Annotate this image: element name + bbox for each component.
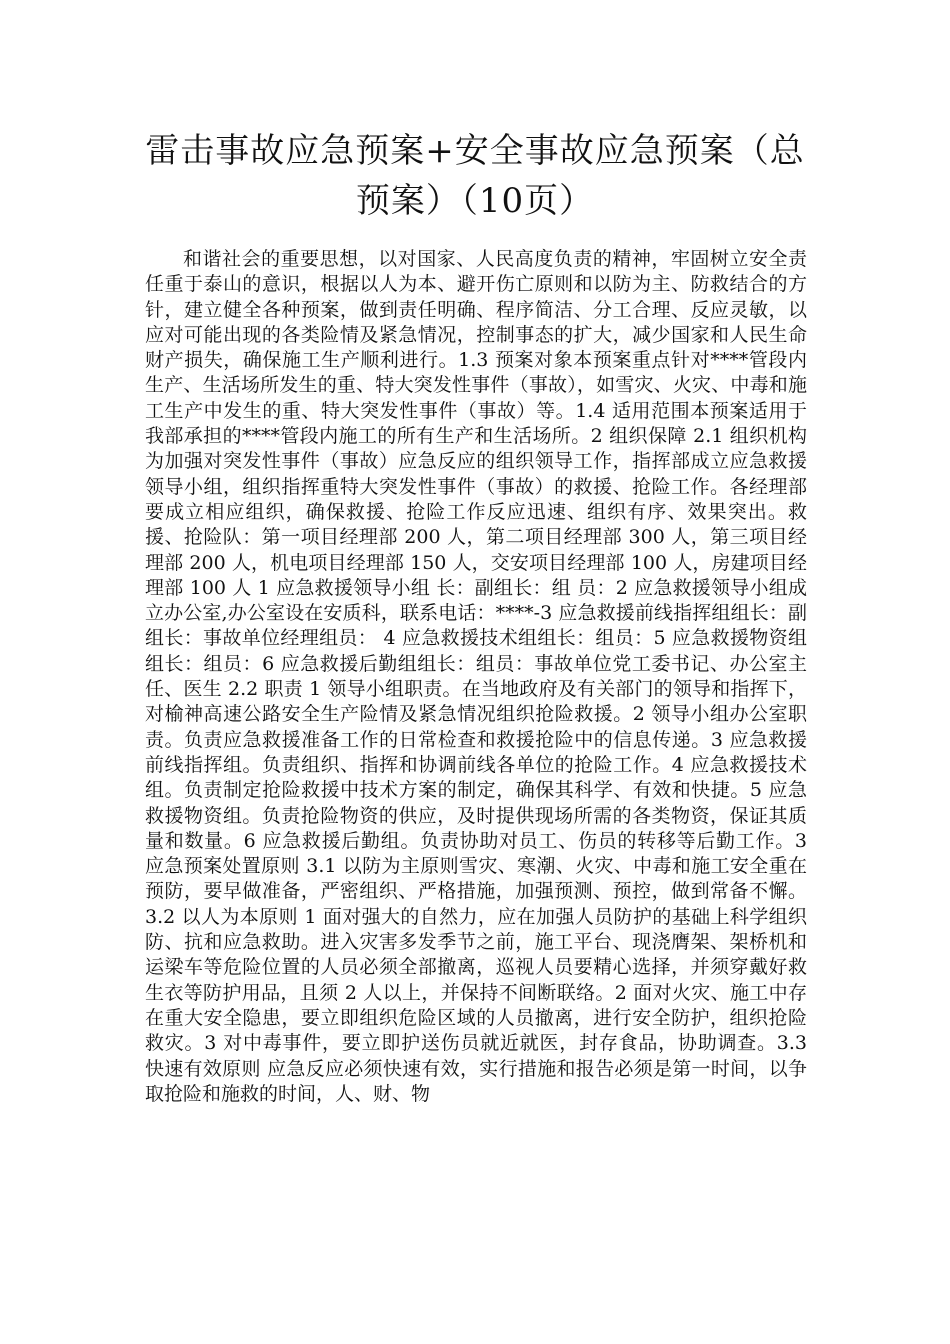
document-body-text: 和谐社会的重要思想，以对国家、人民高度负责的精神，牢固树立安全责任重于泰山的意识，根据以人为本、避开伤亡原则和以防为主、防救结合的方针，建立健全各种预案，做到责任明确、程序简洁、分工合理、反应灵敏，以应对可能出现的各类险情及紧急情况，控制事态的扩大，减少国家和人民生命财产损失，确保施工生产顺利进行。1.3 预案对象本预案重点针对****管段内生产、生活场所发生的重、特大突发性事件（事故），如雪灾、火灾、中毒和施工生产中发生的重、特大突发性事件（事故）等。1.4 适用范围本预案适用于我部承担的****管段内施工的所有生产和生活场所。2 组织保障 2.1 组织机构为加强对突发性事件（事故）应急反应的组织领导工作，指挥部成立应急救援领导小组，组织指挥重特大突发性事件（事故）的救援、抢险工作。各经理部要成立相应组织，确保救援、抢险工作反应迅速、组织有序、效果突出。救援、抢险队：第一项目经理部 200 人，第二项目经理部 300 人，第三项目经理部 200 人，机电项目经理部 150 人，交安项目经理部 100 人，房建项目经理部 100 人 1 应急救援领导小组 长：副组长：组 员：2 应急救援领导小组成立办公室,办公室设在安质科，联系电话：****-3 应急救援前线指挥组组长：副组长：事故单位经理组员： 4 应急救援技术组组长：组员：5 应急救援物资组组长：组员：6 应急救援后勤组组长：组员：事故单位党工委书记、办公室主任、医生 2.2 职责 1 领导小组职责。在当地政府及有关部门的领导和指挥下，对榆神高速公路安全生产险情及紧急情况组织抢险救援。2 领导小组办公室职责。负责应急救援准备工作的日常检查和救援抢险中的信息传递。3 应急救援前线指挥组。负责组织、指挥和协调前线各单位的抢险工作。4 应急救援技术组。负责制定抢险救援中技术方案的制定，确保其科学、有效和快捷。5 应急救援物资组。负责抢险物资的供应，及时提供现场所需的各类物资，保证其质量和数量。6 应急救援后勤组。负责协助对员工、伤员的转移等后勤工作。3 应急预案处置原则 3.1 以防为主原则雪灾、寒潮、火灾、中毒和施工安全重在预防，要早做准备，严密组织、严格措施，加强预测、预控，做到常备不懈。3.2 以人为本原则 1 面对强大的自然力，应在加强人员防护的基础上科学组织防、抗和应急救助。进入灾害多发季节之前，施工平台、现浇膺架、架桥机和运梁车等危险位置的人员必须全部撤离，巡视人员要精心选择，并须穿戴好救生衣等防护用品，且须 2 人以上，并保持不间断联络。2 面对火灾、施工中存在重大安全隐患，要立即组织危险区域的人员撤离，进行安全防护，组织抢险救灾。3 对中毒事件，要立即护送伤员就近就医，封存食品，协助调查。3.3 快速有效原则 应急反应必须快速有效，实行措施和报告必须是第一时间，以争取抢险和施救的时间，人、财、物: [145, 248, 807, 1105]
document-title: 雷击事故应急预案+安全事故应急预案（总预案）（10页）: [145, 131, 805, 221]
